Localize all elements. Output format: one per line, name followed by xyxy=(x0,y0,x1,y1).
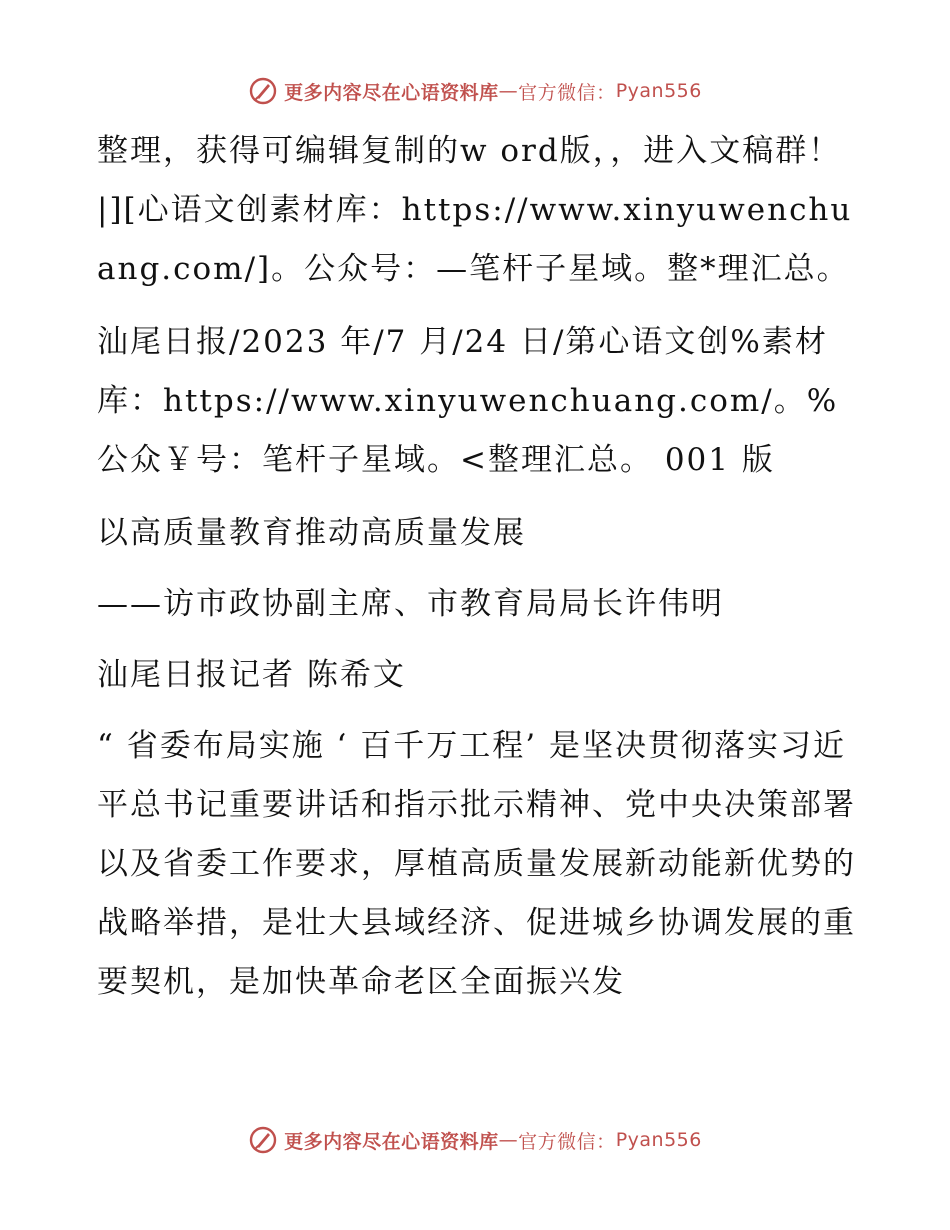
article-byline: 汕尾日报记者 陈希文 xyxy=(97,657,406,693)
footer-watermark-banner xyxy=(0,1120,950,1160)
banner-site-name: 更多内容尽在心语资料库 xyxy=(284,1130,499,1153)
document-body xyxy=(97,122,857,1012)
article-subheadline: ——访市政协副主席、市教育局局长许伟明 xyxy=(97,586,724,622)
banner-dash: — xyxy=(498,80,519,102)
article-body-paragraph: “ 省委布局实施 ‘ 百千万工程’ 是坚决贯彻落实习近平总书记重要讲话和指示批示精神、党中央决策部署以及省委工作要求，厚植高质量发展新动能新优势的战略举措，是壮大县域经济、促进城乡协调发展的重要契机，是加快革命老区全面振兴发 xyxy=(97,728,856,1000)
intro-paragraph: 整理，获得可编辑复制的w ord版，，进入文稿群！|][心语文创素材库：https://www.xinyuwenchuang.com/]。公众号：—笔杆子星域。整*理汇总。 xyxy=(97,133,853,287)
banner-wechat-id: Pyan556 xyxy=(615,80,702,102)
banner-contact-label: 官方微信： xyxy=(518,81,616,104)
header-watermark-banner xyxy=(0,71,950,111)
banner-site-name: 更多内容尽在心语资料库 xyxy=(284,81,499,104)
source-paragraph: 汕尾日报/2023 年/7 月/24 日/第心语文创%素材库：https://www.xinyuwenchuang.com/。%公众￥号：笔杆子星域。<整理汇总。 001 版 xyxy=(97,324,839,478)
banner-wechat-id: Pyan556 xyxy=(615,1129,702,1151)
quill-logo-icon xyxy=(248,1125,278,1155)
article-headline: 以高质量教育推动高质量发展 xyxy=(97,515,526,551)
banner-dash: — xyxy=(498,1129,519,1151)
quill-logo-icon xyxy=(248,76,278,106)
banner-contact-label: 官方微信： xyxy=(518,1130,616,1153)
